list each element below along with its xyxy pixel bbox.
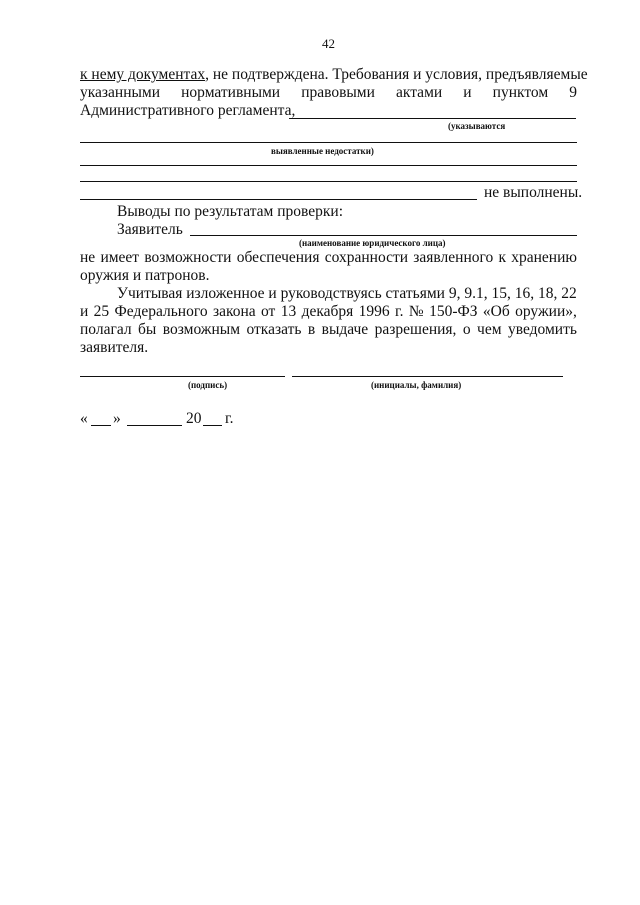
caption-legal-entity: (наименование юридического лица) <box>299 238 446 248</box>
word: сохранности <box>324 249 409 266</box>
word: к <box>498 249 506 266</box>
word: уведомить <box>507 321 577 338</box>
underlined-phrase: к нему документах <box>80 66 206 83</box>
date-close-quote: » <box>113 410 121 427</box>
word: возможности <box>144 249 232 266</box>
word: бы <box>138 321 157 338</box>
paragraph1-line3: Административного регламента, <box>80 102 296 119</box>
word: 9 <box>569 84 577 101</box>
word: и <box>80 303 89 320</box>
word: 13 <box>280 303 297 320</box>
word: указанными <box>80 84 161 101</box>
page-number: 42 <box>322 36 335 51</box>
conclusions-heading: Выводы по результатам проверки: <box>117 203 344 220</box>
date-day-blank <box>91 425 111 426</box>
no-possibility-line1 <box>80 249 577 267</box>
word: разрешения, <box>374 321 457 338</box>
line1-rest: , не подтверждена. Требования и условия, предъявляемые <box>205 66 588 83</box>
paragraph1-line2 <box>80 84 577 102</box>
initials-line <box>292 376 563 377</box>
decision-line1: Учитывая изложенное и руководствуясь статьями 9, 9.1, 15, 16, 18, 22 <box>117 285 577 302</box>
decision-line3 <box>80 321 577 339</box>
word: правовыми <box>301 84 375 101</box>
word: заявленного <box>413 249 494 266</box>
date-year-suffix: г. <box>225 410 234 427</box>
no-possibility-line2: оружия и патронов. <box>80 267 210 284</box>
word: выдаче <box>321 321 369 338</box>
fill-line <box>80 181 577 182</box>
word: отказать <box>246 321 302 338</box>
date-month-blank <box>127 425 182 426</box>
word: и <box>463 84 472 101</box>
word: декабря <box>301 303 354 320</box>
caption-initials: (инициалы, фамилия) <box>371 380 462 390</box>
word: актами <box>396 84 443 101</box>
fill-line <box>289 118 576 119</box>
word: чем <box>477 321 502 338</box>
word: № <box>408 303 424 320</box>
word: не <box>80 249 96 266</box>
decision-line2 <box>80 303 577 321</box>
word: 25 <box>93 303 110 320</box>
caption-indicated: (указываются <box>448 121 506 131</box>
fill-line <box>190 235 577 236</box>
word: Федерального <box>114 303 208 320</box>
fill-line <box>80 165 577 166</box>
applicant-label: Заявитель <box>117 221 183 238</box>
word: 1996 <box>358 303 390 320</box>
fill-line <box>80 199 477 200</box>
word: в <box>307 321 316 338</box>
word: возможным <box>162 321 241 338</box>
not-fulfilled-text: не выполнены. <box>484 184 583 201</box>
date-year-prefix: 20 <box>186 410 202 427</box>
word: «Об <box>482 303 510 320</box>
paragraph1-line1 <box>80 66 588 84</box>
word: хранению <box>511 249 577 266</box>
word: нормативными <box>181 84 281 101</box>
word: г. <box>395 303 404 320</box>
word: оружии», <box>515 303 577 320</box>
word: 150-ФЗ <box>429 303 478 320</box>
word: пунктом <box>492 84 549 101</box>
date-year-blank <box>203 425 222 426</box>
fill-line <box>80 142 577 143</box>
word: обеспечения <box>236 249 320 266</box>
word: от <box>261 303 276 320</box>
decision-line4: заявителя. <box>80 339 149 356</box>
word: имеет <box>100 249 140 266</box>
date-open-quote: « <box>80 410 88 427</box>
word: закона <box>212 303 256 320</box>
caption-signature: (подпись) <box>188 380 228 390</box>
word: полагал <box>80 321 132 338</box>
signature-line <box>80 376 285 377</box>
caption-deficiencies: выявленные недостатки) <box>271 146 374 156</box>
word: о <box>462 321 471 338</box>
